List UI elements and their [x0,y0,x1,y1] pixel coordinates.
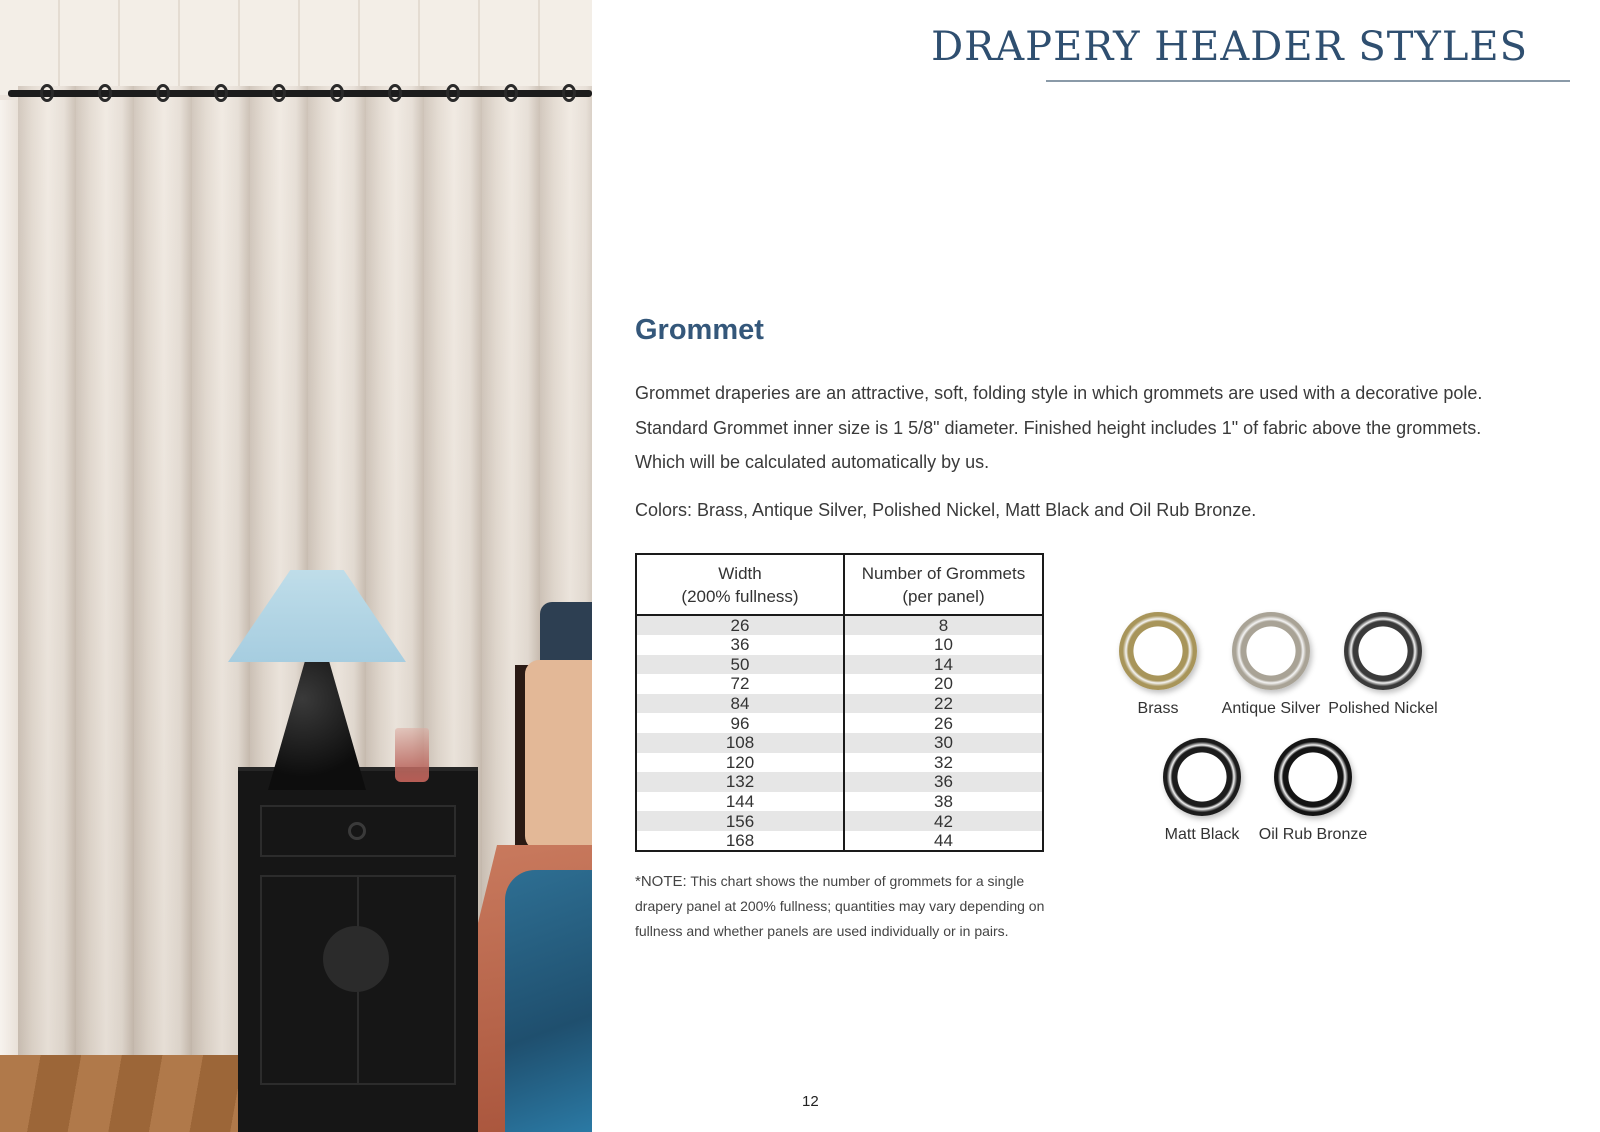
grommet-ring-icon [1344,612,1422,690]
grommet-ring-icon [1232,612,1310,690]
cell-grommet-count: 14 [844,655,1043,675]
swatch-label: Antique Silver [1221,700,1321,717]
curtain-ring [504,84,518,102]
drinking-glass [395,728,429,782]
door-medallion [323,926,389,992]
curtain-ring [156,84,170,102]
cell-grommet-count: 20 [844,674,1043,694]
curtain-ring [40,84,54,102]
cell-grommet-count: 44 [844,831,1043,851]
swatch-item [1318,612,1448,718]
table-row [636,772,1043,792]
cell-width: 132 [636,772,844,792]
swatch-label: Matt Black [1164,826,1240,843]
cell-grommet-count: 36 [844,772,1043,792]
section-heading: Grommet [635,314,764,346]
page-number: 12 [802,1093,819,1110]
curtain-ring [562,84,576,102]
table-header-row [636,554,1043,615]
table-row [636,615,1043,635]
curtain-ring [330,84,344,102]
curtain-ring [98,84,112,102]
table-row [636,635,1043,655]
cell-grommet-count: 32 [844,753,1043,773]
curtain-photo [0,0,592,1132]
curtain-ring [214,84,228,102]
page-title: DRAPERY HEADER STYLES [931,24,1528,70]
footnote [635,869,1065,944]
cell-grommet-count: 42 [844,811,1043,831]
curtain-ring [272,84,286,102]
table-row [636,733,1043,753]
table-row [636,655,1043,675]
cell-width: 26 [636,615,844,635]
colors-list: Colors: Brass, Antique Silver, Polished Nickel, Matt Black and Oil Rub Bronze. [635,500,1257,520]
cell-grommet-count: 22 [844,694,1043,714]
description-line: Grommet draperies are an attractive, soft, folding style in which grommets are used with a decorative pole. [635,383,1483,403]
swatch-label: Brass [1137,700,1179,717]
table-row [636,831,1043,851]
grommet-ring-icon [1163,738,1241,816]
description [635,376,1535,480]
table-row [636,811,1043,831]
cell-grommet-count: 10 [844,635,1043,655]
cell-width: 108 [636,733,844,753]
swatch-label: Oil Rub Bronze [1258,826,1368,843]
cell-width: 36 [636,635,844,655]
swatch-item [1093,612,1223,718]
swatch-label: Polished Nickel [1328,700,1438,717]
cell-width: 144 [636,792,844,812]
cell-width: 120 [636,753,844,773]
swatch-item [1248,738,1378,844]
bed-cover [505,870,592,1132]
cell-grommet-count: 30 [844,733,1043,753]
cell-width: 96 [636,713,844,733]
curtain-ring [446,84,460,102]
wall-paneling [0,0,592,95]
cell-width: 50 [636,655,844,675]
column-header-width: Width (200% fullness) [636,554,844,615]
cell-width: 168 [636,831,844,851]
description-line: Which will be calculated automatically by us. [635,452,990,472]
grommet-ring-icon [1119,612,1197,690]
grommet-ring-icon [1274,738,1352,816]
footnote-text: This chart shows the number of grommets for a single drapery panel at 200% fullness; quantities may vary depending on fullness and whether panels are used individually or in pairs. [635,873,1045,939]
cell-width: 72 [636,674,844,694]
pillow [525,660,592,850]
cell-width: 84 [636,694,844,714]
drawer-knob [348,822,366,840]
table-row [636,694,1043,714]
swatch-item [1206,612,1336,718]
cell-width: 156 [636,811,844,831]
table-row [636,674,1043,694]
cell-grommet-count: 38 [844,792,1043,812]
grommet-table [635,553,1044,852]
cell-grommet-count: 8 [844,615,1043,635]
table-row [636,792,1043,812]
table-row [636,753,1043,773]
description-line: Standard Grommet inner size is 1 5/8" diameter. Finished height includes 1" of fabric above the grommets. [635,417,1482,438]
cell-grommet-count: 26 [844,713,1043,733]
column-header-grommets: Number of Grommets (per panel) [844,554,1043,615]
curtain-ring [388,84,402,102]
table-row [636,713,1043,733]
table-body [636,615,1043,851]
title-underline [1046,80,1570,82]
footnote-lead: *NOTE: [635,873,687,890]
